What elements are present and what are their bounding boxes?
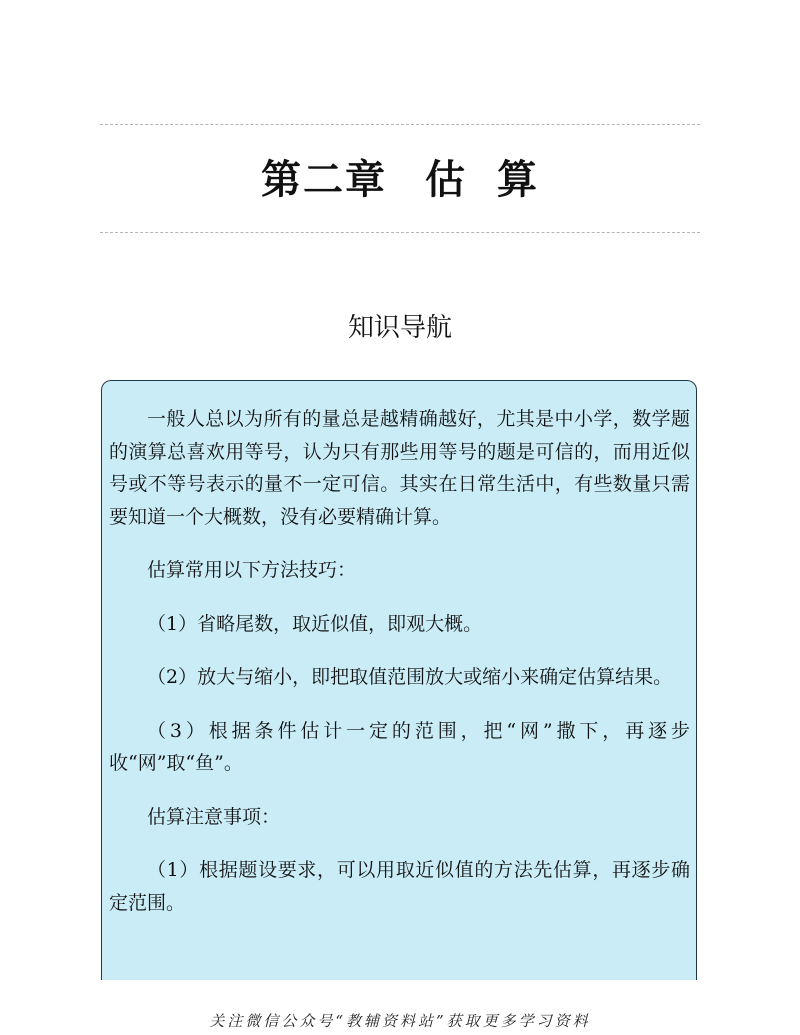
section-title: 知识导航 <box>347 313 452 343</box>
knowledge-box <box>101 380 697 980</box>
bottom-dashed-divider <box>100 232 700 233</box>
chapter-title-char-2: 算 <box>497 157 539 203</box>
methods-heading: 估算常用以下方法技巧： <box>147 559 357 581</box>
chapter-title-char-1: 估 <box>425 157 467 203</box>
chapter-title <box>0 150 800 210</box>
note-item-1: （1）根据题设要求，可以用取近似值的方法先估算，再逐步确定范围。 <box>109 859 690 914</box>
notes-heading: 估算注意事项： <box>147 805 281 828</box>
footer-watermark: 关注微信公众号“教辅资料站”获取更多学习资料 <box>209 1012 591 1030</box>
method-item-3: （3）根据条件估计一定的范围，把“网”撒下，再逐步收“网”取“鱼”。 <box>109 719 690 774</box>
top-dashed-divider <box>100 124 700 125</box>
method-item-2: （2）放大与缩小，即把取值范围放大或缩小来确定估算结果。 <box>147 666 673 688</box>
chapter-number: 第二章 <box>261 157 387 203</box>
intro-paragraph: 一般人总以为所有的量总是越精确越好，尤其是中小学，数学题的演算总喜欢用等号，认为只有那些用等号的题是可信的，而用近似号或不等号表示的量不一定可信。其实在日常生活中，有些数量只需要知道一个大概数，没有必要精确计算。 <box>109 408 690 528</box>
method-item-1: （1）省略尾数，取近似值，即观大概。 <box>147 612 483 635</box>
